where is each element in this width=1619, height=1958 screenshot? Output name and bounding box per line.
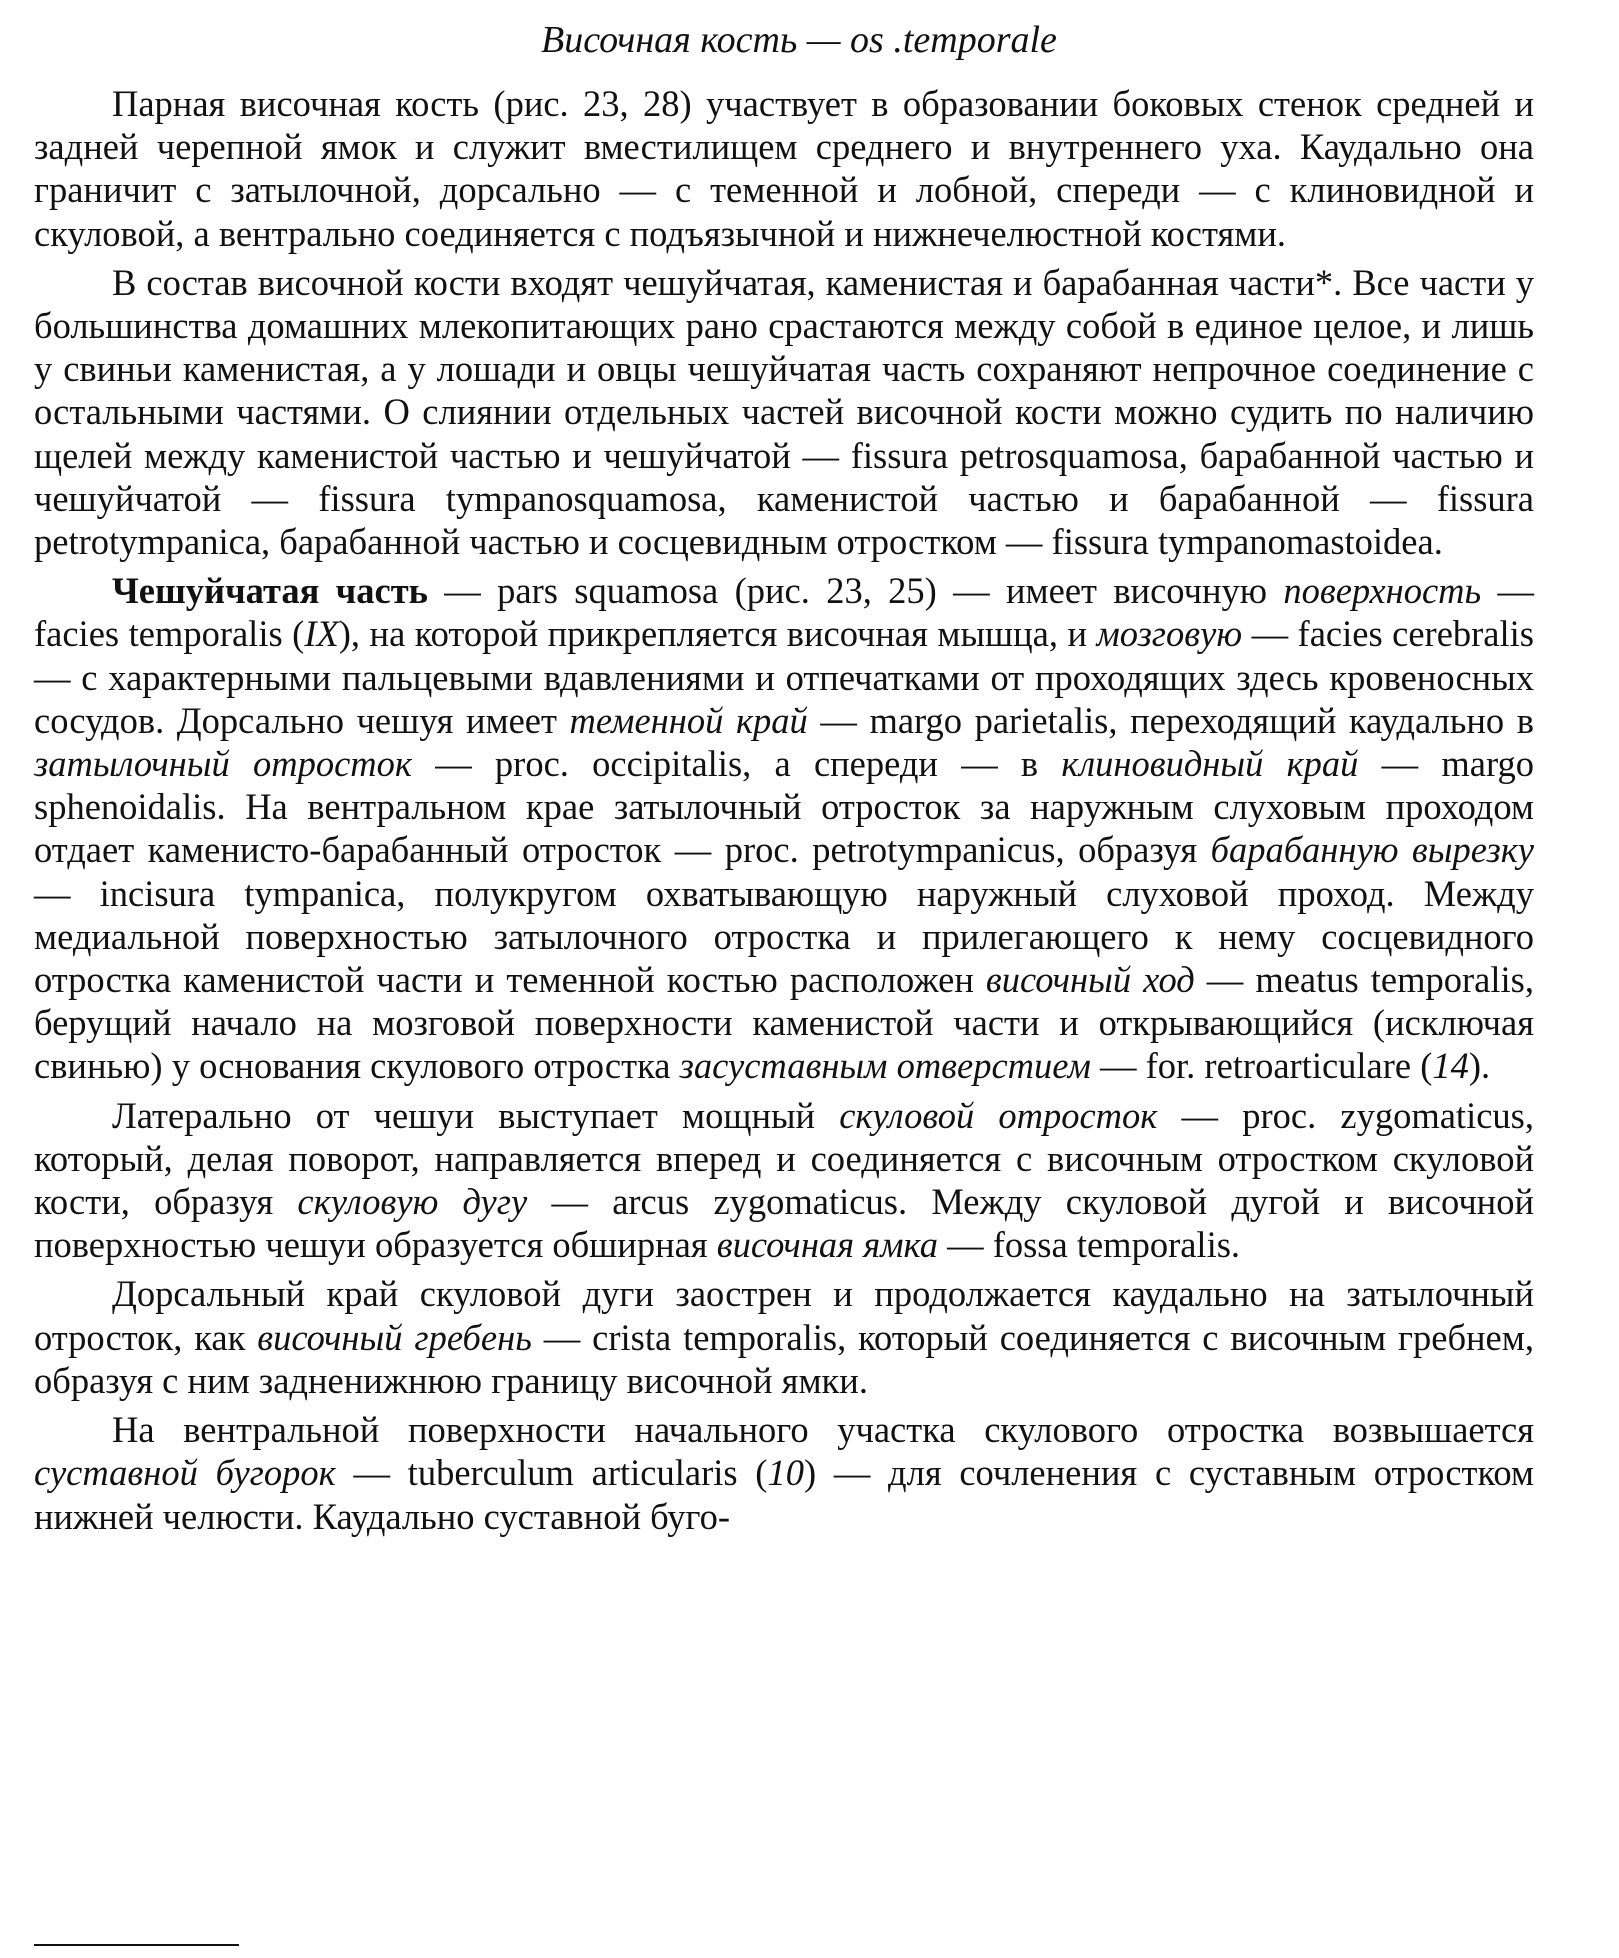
text-run: ). [1468,1045,1491,1087]
text-run: — facies temporalis ( [34,570,1534,655]
text-run: Латерально от чешуи выступает мощный [112,1094,840,1136]
figure-ref: IX [304,613,339,655]
term-italic: затылочный отросток [34,743,412,785]
page [34,18,1534,1544]
text-run: — crista temporalis, который соединяется с височным гребнем, образуя с ним задненижнюю границу височной ямки. [34,1316,1534,1401]
term-italic: мозговую [1096,613,1243,655]
paragraph-1: Парная височная кость (рис. 23, 28) участвует в образовании боковых стенок средней и задней черепной ямок и служит вместилищем среднего и внутреннего уха. Каудально она граничит с затылочной, дорсально — с теменной и лобной, спереди — с клиновидной и скуловой, а вентрально соединяется с подъязычной и нижнечелюстной костями. [34,83,1534,254]
paragraph-4 [34,1094,1534,1267]
paragraph-2: В состав височной кости входят чешуйчатая, каменистая и барабанная части*. Все части у большинства домашних млекопитающих рано срастаются между собой в единое целое, и лишь у свиньи каменистая, а у лошади и овцы чешуйчатая часть сохраняют непрочное соединение с остальными частями. О слиянии отдельных частей височной кости можно судить по наличию щелей между каменистой частью и чешуйчатой — fissura petrosquamosa, барабанной частью и чешуйчатой — fissura tympanosquamosa, каменистой частью и барабанной — fissura petrotympanica, барабанной частью и сосцевидным отростком — fissura tympanomastoidea. [34,261,1534,563]
term-italic: височная ямка [716,1224,938,1266]
text-run: — tuberculum articularis ( [335,1452,768,1494]
text-run: — margo parietalis, переходящий каудально в [807,699,1534,741]
text-run: На вентральной поверхности начального участка скулового отростка возвышается [112,1409,1534,1451]
text-run: — proc. occipitalis, а спереди — в [411,743,1062,785]
term-italic: суставной бугорок [34,1452,336,1494]
term-italic: клиновидный край [1061,743,1359,785]
text-run: ) — для сочленения с суставным отростком нижней челюсти. Каудально суставной буго- [34,1452,1535,1537]
figure-ref: 10 [767,1452,804,1494]
term-squamous-part: Чешуйчатая часть [112,570,428,612]
text-run: — for. retroarticulare ( [1090,1045,1433,1087]
paragraph-5 [34,1272,1534,1402]
text-run: — fossa temporalis. [937,1224,1241,1266]
text-run: — margo sphenoidalis. На вентральном крае затылочный отросток за наружным слуховым проходом отдает каменисто-барабанный отросток — proc. petrotympanicus, образуя [34,743,1534,871]
term-italic: височный ход [985,959,1195,1001]
text-run: — facies cerebralis — с характерными пальцевыми вдавлениями и отпечатками от проходящих здесь кровеносных сосудов. Дорсально чешуя имеет [34,613,1534,741]
term-italic: височный гребень [257,1316,532,1358]
term-italic: скуловую дугу [297,1181,528,1223]
text-run: — incisura tympanica, полукругом охватывающую наружный слуховой проход. Между медиальной поверхностью затылочного отростка и прилегающего к нему сосцевидного отростка каменистой части и теменной костью расположен [34,872,1534,1001]
figure-ref: 14 [1432,1045,1469,1087]
footnote-divider [34,1944,239,1946]
term-italic: засуставным отверстием [679,1045,1091,1087]
section-title: Височная кость — os .temporale [541,19,1057,61]
text-run: — meatus temporalis, берущий начало на мозговой поверхности каменистой части и открывающийся (исключая свинью) у основания скулового отростка [34,959,1534,1087]
text-run: Дорсальный край скуловой дуги заострен и продолжается каудально на затылочный отросток, как [34,1273,1534,1358]
text-run: — arcus zygomaticus. Между скуловой дугой и височной поверхностью чешуи образуется обширная [34,1181,1534,1266]
text-run: ), на которой прикрепляется височная мышца, и [338,613,1097,655]
term-italic: теменной край [569,699,808,741]
paragraph-3 [34,569,1534,1087]
term-italic: скуловой отросток [839,1094,1158,1136]
text-run: — proc. zygomaticus, который, делая поворот, направляется вперед и соединяется с височным отростком скуловой кости, образуя [34,1094,1534,1223]
text-run: — pars squamosa (рис. 23, 25) — имеет височную [427,570,1284,612]
term-italic: барабанную вырезку [1210,829,1534,871]
paragraph-6 [34,1408,1534,1538]
term-italic: поверхность [1283,570,1482,612]
